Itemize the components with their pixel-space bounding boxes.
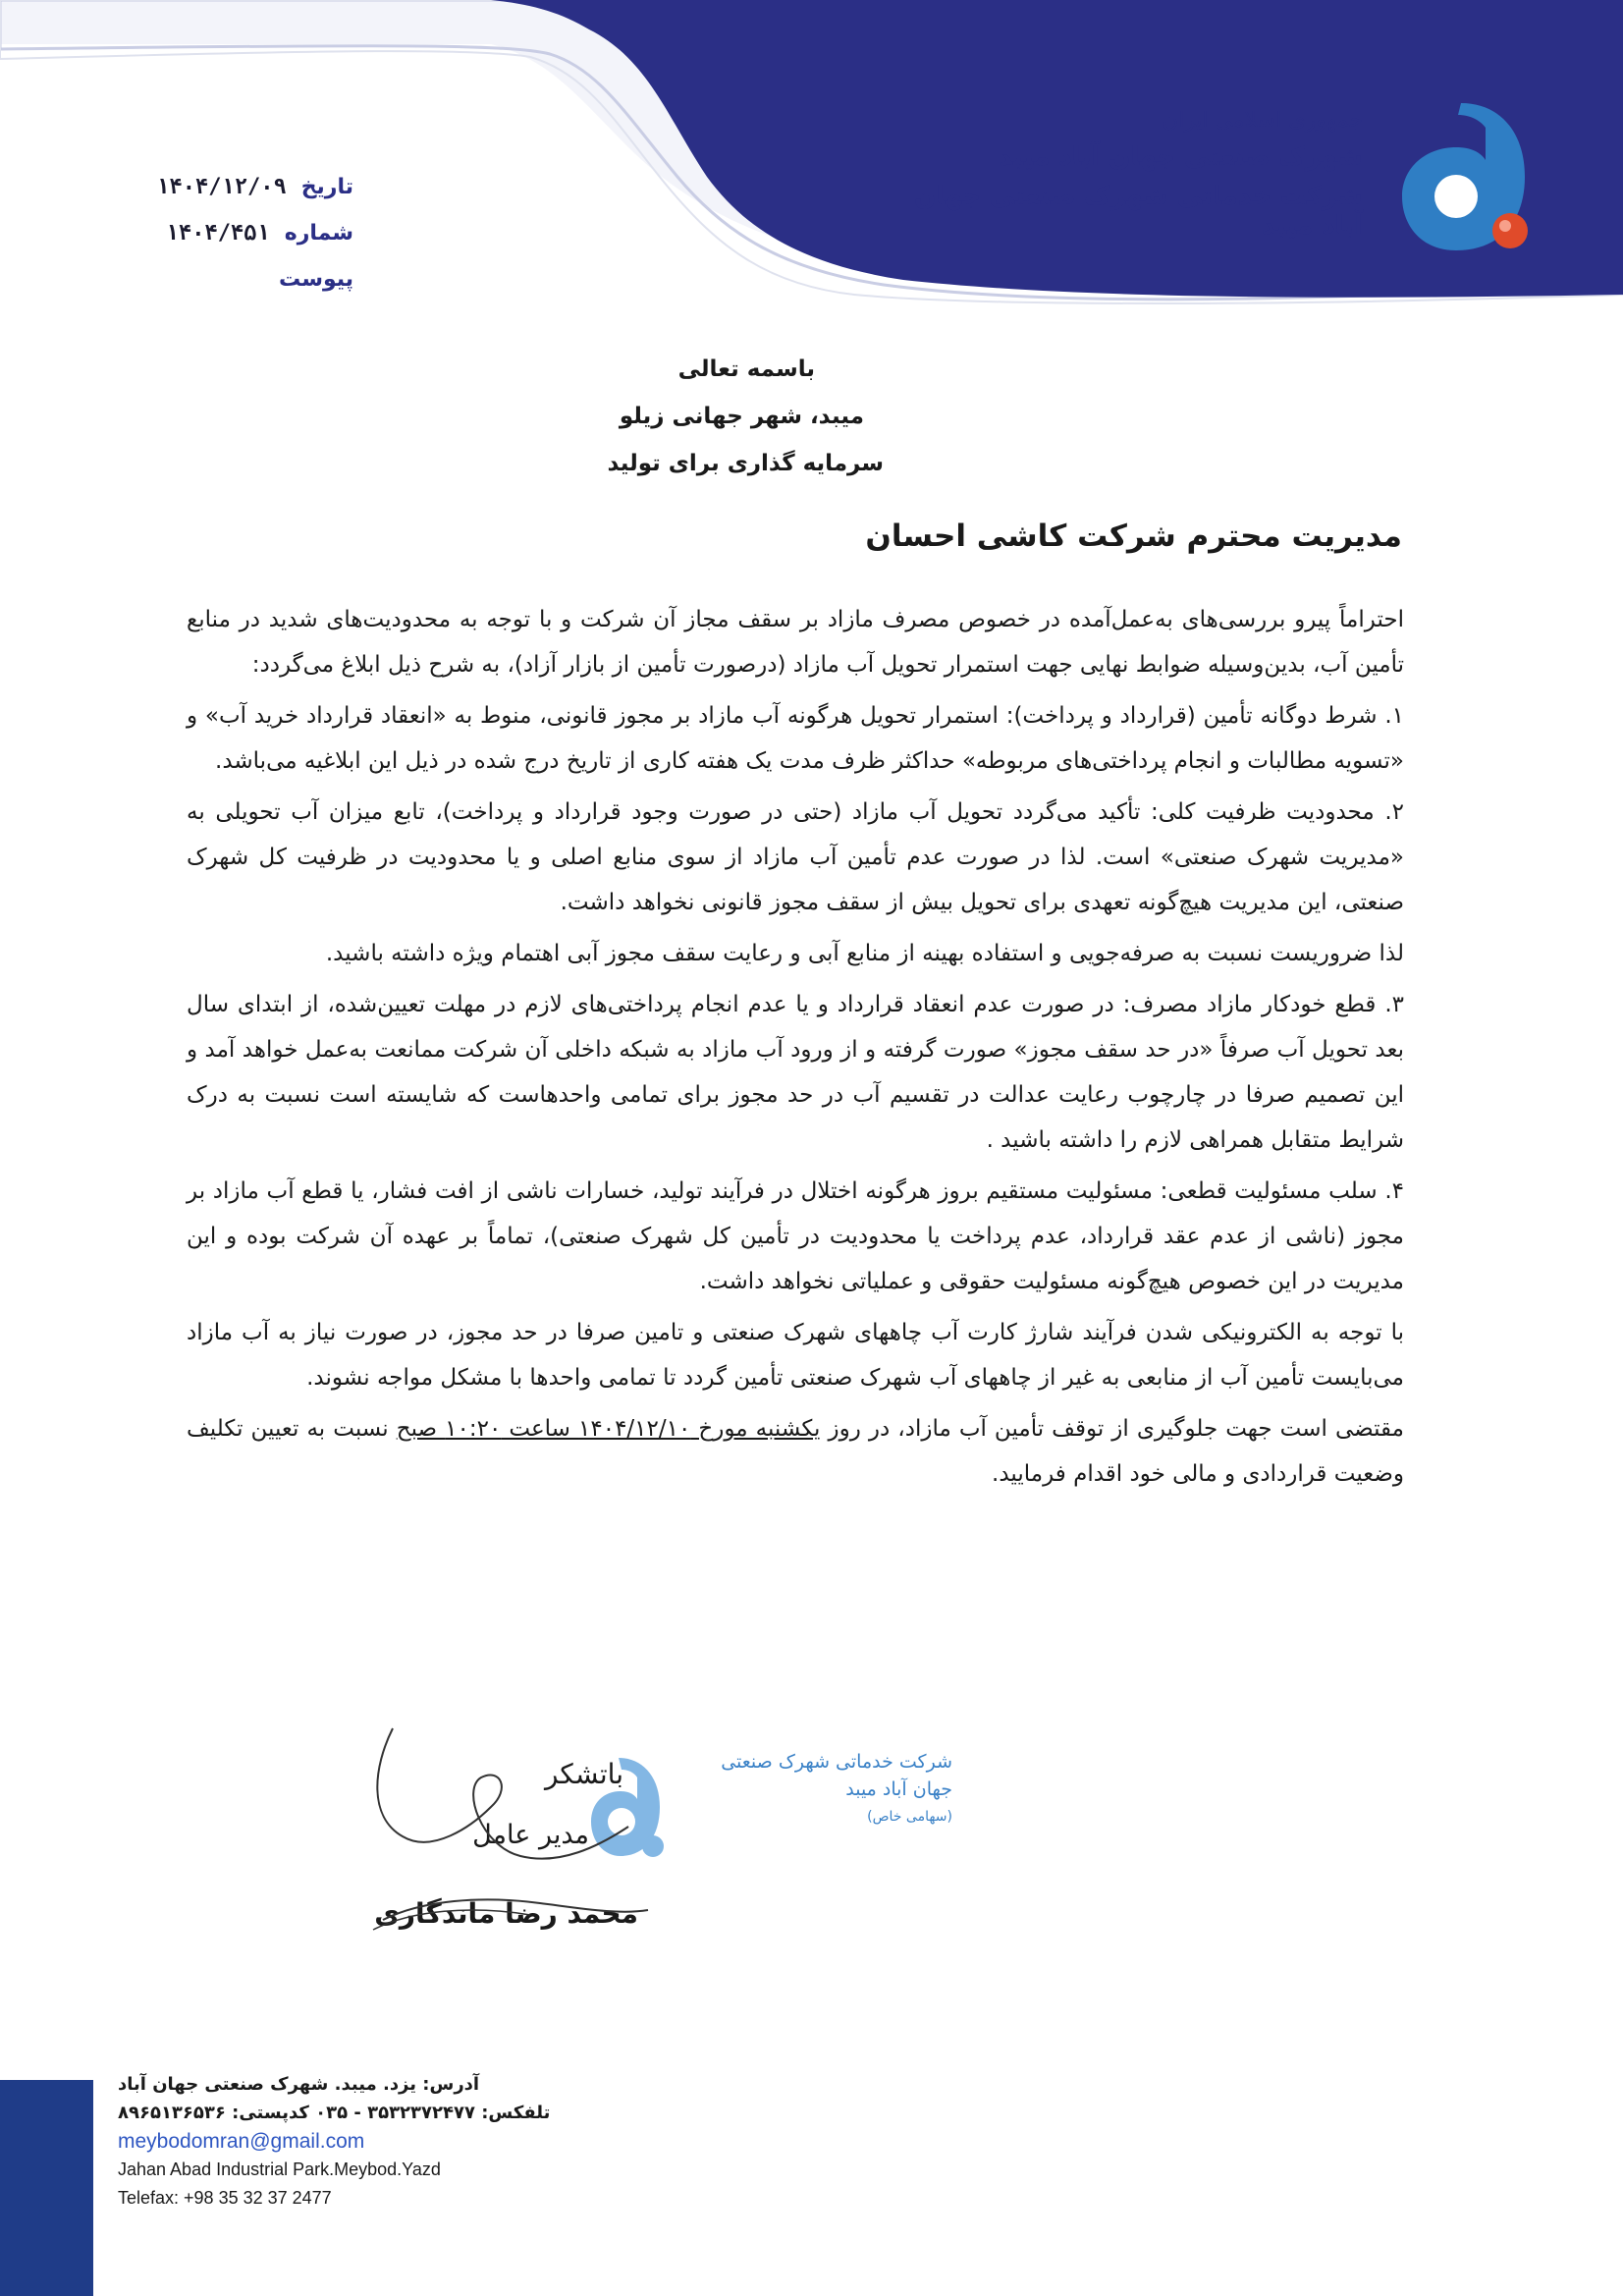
- invocation: باسمه تعالی: [677, 356, 815, 382]
- footer-accent-bar: [0, 2080, 93, 2296]
- company-name: شهرک صنعتی جهان آباد میبد: [998, 142, 1363, 172]
- paragraph-clause-2: ۲. محدودیت ظرفیت کلی: تأکید می‌گردد تحویل آب مازاد (حتی در صورت وجود قرارداد و پرداخت)، تابع میزان آب تحویلی به «مدیریت شهرک صنعتی» است. لذا در صورت عدم تأمین آب مازاد از سوی منابع اصلی و یا محدودیت در ظرفیت کل شهرک صنعتی، این مدیریت هیچ‌گونه تعهدی برای تحویل بیش از سقف مجوز قانونی نخواهد داشت.: [187, 799, 1404, 915]
- organization-heading: [872, 108, 1363, 241]
- stamp-line-2: جهان آباد میبد: [845, 1778, 952, 1800]
- deadline-text-after: نسبت به تعیین تکلیف وضعیت قراردادی و مالی خود اقدام فرمایید.: [187, 1416, 1404, 1487]
- date-value: ۱۴۰۴/۱۲/۰۹: [156, 175, 287, 199]
- company-logo-icon: [1387, 93, 1535, 260]
- recipient: مدیریت محترم شرکت کاشی احسان: [865, 519, 1402, 554]
- stamp-line-1: شرکت خدماتی شهرک صنعتی: [721, 1751, 952, 1773]
- service-company-name: شرکت خدماتی شهرک صنعتی جهان آباد میبد: [914, 182, 1363, 241]
- deadline-date: یکشنبه مورخ ۱۴۰۴/۱۲/۱۰ ساعت ۱۰:۲۰ صبح: [396, 1416, 821, 1442]
- number-row: [128, 221, 353, 246]
- paragraph-deadline: [187, 1406, 1404, 1497]
- paragraph-clause-3: ۳. قطع خودکار مازاد مصرف: در صورت عدم انعقاد قرارداد و یا عدم انجام پرداختی‌های لازم در مهلت تعیین‌شده، از ابتدای سال بعد تحویل آب صرفاً «در حد سقف مجوز» صورت گرفته و از ورود آب مازاد به شبکه داخلی آن شرکت ممانعت به‌عمل خواهد آمد و این تصمیم صرفا در چارچوب رعایت عدالت در تقسیم آب در حد مجوز برای تمامی واحدهاست که شایسته است نسبت به درک شرایط متقابل همراهی لازم را داشته باشید .: [187, 992, 1404, 1153]
- city-slogan: میبد، شهر جهانی زیلو: [619, 404, 864, 429]
- stamp-line-3: (سهامی خاص): [867, 1809, 952, 1825]
- footer-telefax-en: Telefax: +98 35 32 37 2477: [118, 2188, 332, 2208]
- letter-meta: [128, 175, 353, 313]
- sign-off: باتشکر: [544, 1758, 623, 1790]
- paragraph-intro: احتراماً پیرو بررسی‌های به‌عمل‌آمده در خصوص مصرف مازاد بر سقف مجاز آن شرکت و با توجه به محدودیت‌های شدید در منابع تأمین آب، بدین‌وسیله ضوابط نهایی جهت استمرار تحویل آب مازاد (درصورت تأمین از بازار آزاد)، به شرح ذیل ابلاغ می‌گردد:: [187, 607, 1404, 678]
- year-slogan: سرمایه گذاری برای تولید: [607, 451, 884, 476]
- signer-name: محمد رضا ماندگاری: [374, 1897, 638, 1930]
- attachment-row: [128, 267, 353, 292]
- paragraph-clause-4: ۴. سلب مسئولیت قطعی: مسئولیت مستقیم بروز هرگونه اختلال در فرآیند تولید، خسارات ناشی از افت فشار، یا قطع آب مازاد بر مجوز (ناشی از عدم عقد قرارداد، عدم پرداخت یا محدودیت در تأمین کل شهرک صنعتی)، تماماً بر عهده آن شرکت بوده و این مدیریت در این خصوص هیچ‌گونه مسئولیت حقوقی و عملیاتی نخواهد داشت.: [187, 1178, 1404, 1294]
- country-name: جمهوری اسلامی ایران: [1162, 108, 1363, 133]
- letter-body: [187, 597, 1404, 1503]
- date-label: تاریخ: [300, 175, 353, 199]
- letter-intro: [550, 346, 884, 487]
- paragraph-clause-1: ۱. شرط دوگانه تأمین (قرارداد و پرداخت): استمرار تحویل هرگونه آب مازاد بر مجوز قانونی، منوط به «انعقاد قرارداد خرید آب» و «تسویه مطالبات و انجام پرداختی‌های مربوطه» حداکثر ظرف مدت یک هفته کاری از تاریخ درج شده در ذیل این ابلاغیه می‌باشد.: [187, 703, 1404, 774]
- number-value: ۱۴۰۴/۴۵۱: [165, 221, 270, 246]
- footer-email[interactable]: meybodomran@gmail.com: [118, 2130, 365, 2153]
- footer-phone-fa: تلفکس: ۳۵۳۲۳۷۲۴۷۷ - ۰۳۵ کدپستی: ۸۹۶۵۱۳۶۵۳۶: [118, 2103, 551, 2123]
- number-label: شماره: [284, 221, 353, 246]
- signer-title: مدیر عامل: [472, 1820, 589, 1850]
- paragraph-electronic-charge: با توجه به الکترونیکی شدن فرآیند شارژ کارت آب چاههای شهرک صنعتی و تامین صرفا در حد مجوز، در صورت نیاز به آب مازاد می‌بایست تأمین آب از منابعی به غیر از چاههای آب شهرک صنعتی تأمین گردد تا تمامی واحدها با مشکل مواجه نشوند.: [187, 1320, 1404, 1391]
- footer-contact: [118, 2070, 628, 2213]
- footer-address-fa: آدرس: یزد. میبد. شهرک صنعتی جهان آباد: [118, 2074, 480, 2095]
- stamp-text: [707, 1748, 952, 1831]
- paragraph-conservation: لذا ضروریست نسبت به صرفه‌جویی و استفاده بهینه از منابع آبی و رعایت سقف مجوز آبی اهتمام ویژه داشته باشید.: [325, 941, 1404, 966]
- date-row: [128, 175, 353, 199]
- attachment-label: پیوست: [279, 267, 353, 292]
- deadline-text-before: مقتضی است جهت جلوگیری از توقف تأمین آب مازاد، در روز: [820, 1416, 1404, 1442]
- footer-address-en: Jahan Abad Industrial Park.Meybod.Yazd: [118, 2159, 441, 2179]
- signature-block: [363, 1758, 658, 1930]
